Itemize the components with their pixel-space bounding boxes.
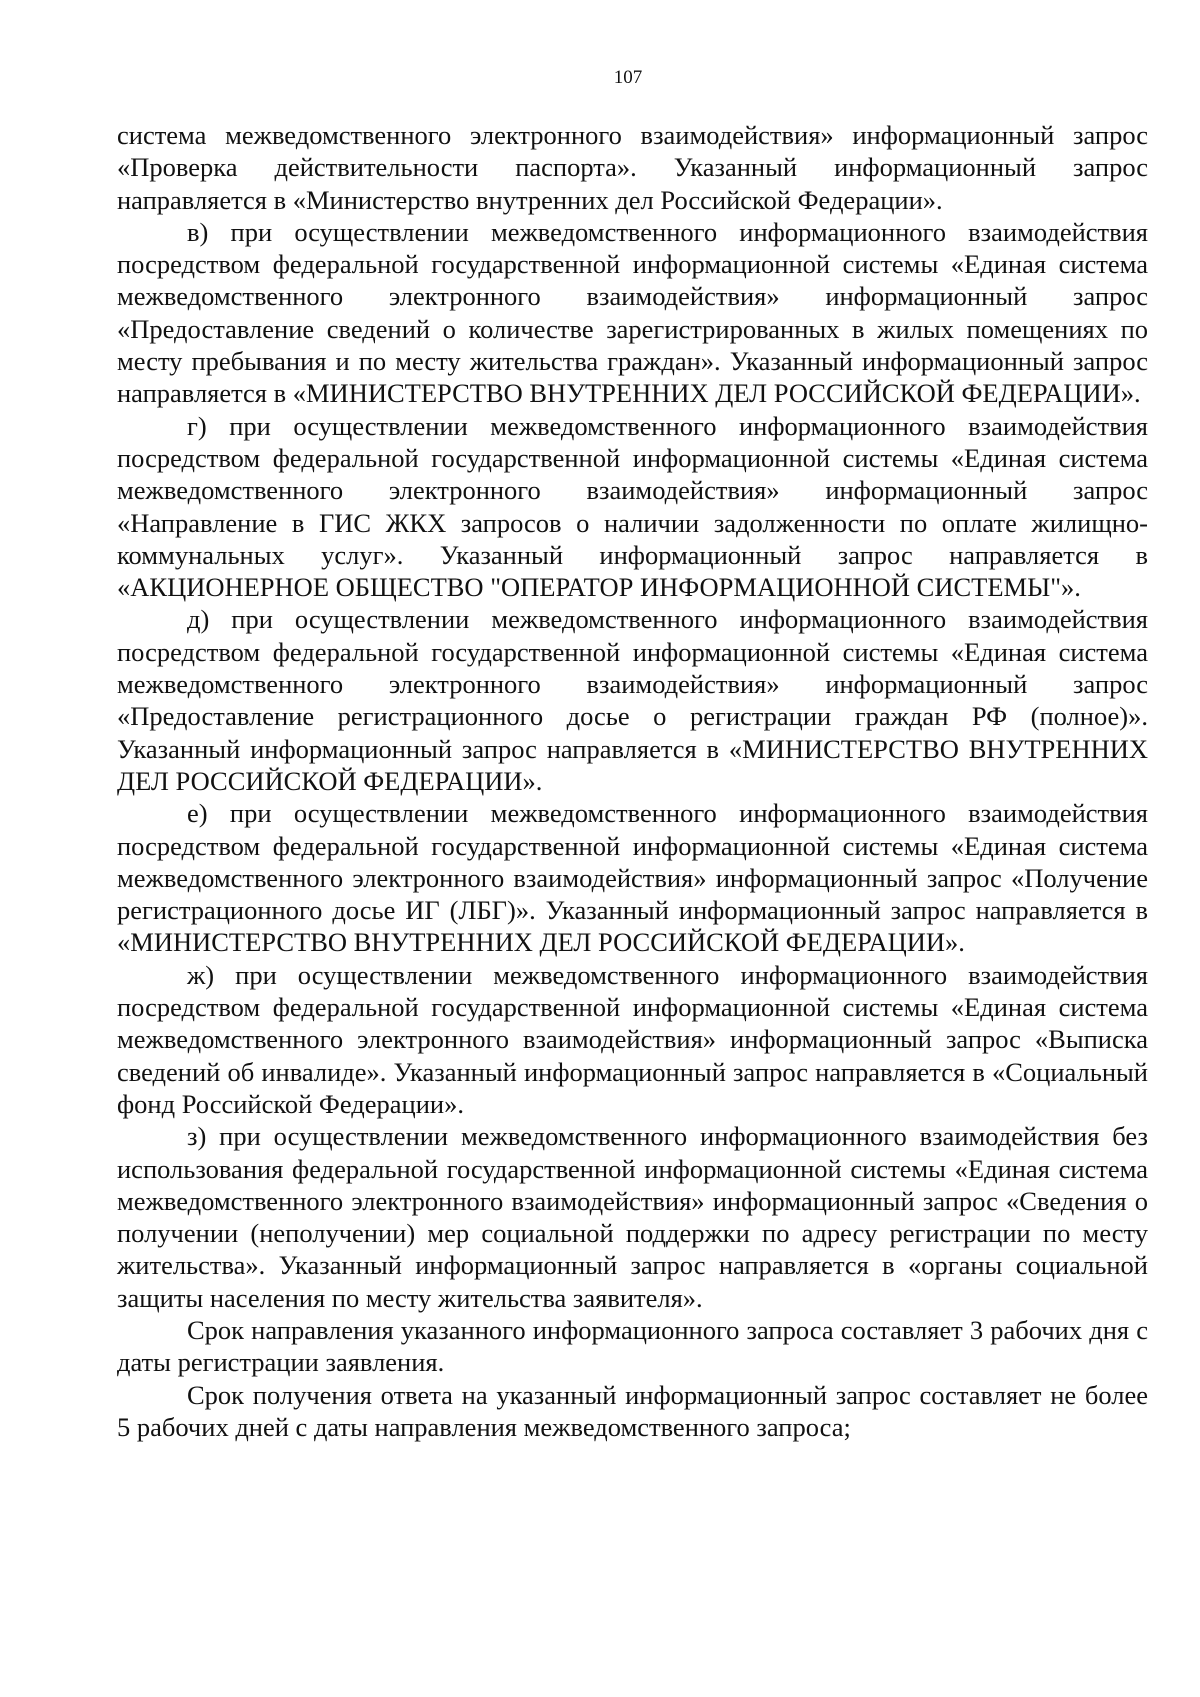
document-body: [117, 119, 1148, 1443]
paragraph-item-g: г) при осуществлении межведомственного информационного взаимодействия посредством федеральной государственной информационной системы «Единая система межведомственного электронного взаимодействия» информационный запрос «Направление в ГИС ЖКХ запросов о наличии задолженности по оплате жилищно-коммунальных услуг». Указанный информационный запрос направляется в «АКЦИОНЕРНОЕ ОБЩЕСТВО "ОПЕРАТОР ИНФОРМАЦИОННОЙ СИСТЕМЫ"».: [117, 410, 1148, 603]
paragraph-item-e: е) при осуществлении межведомственного информационного взаимодействия посредством федеральной государственной информационной системы «Единая система межведомственного электронного взаимодействия» информационный запрос «Получение регистрационного досье ИГ (ЛБГ)». Указанный информационный запрос направляется в «МИНИСТЕРСТВО ВНУТРЕННИХ ДЕЛ РОССИЙСКОЙ ФЕДЕРАЦИИ».: [117, 798, 1148, 958]
paragraph-continuation: система межведомственного электронного взаимодействия» информационный запрос «Проверка действительности паспорта». Указанный информационный запрос направляется в «Министерство внутренних дел Российской Федерации».: [117, 120, 1148, 215]
page-number: 107: [613, 67, 643, 88]
paragraph-item-zh: ж) при осуществлении межведомственного информационного взаимодействия посредством федеральной государственной информационной системы «Единая система межведомственного электронного взаимодействия» информационный запрос «Выписка сведений об инвалиде». Указанный информационный запрос направляется в «Социальный фонд Российской Федерации».: [117, 959, 1148, 1119]
paragraph-response-deadline: Срок получения ответа на указанный информационный запрос составляет не более 5 рабочих дней с даты направления межведомственного запроса;: [117, 1379, 1148, 1442]
paragraph-item-v: в) при осуществлении межведомственного информационного взаимодействия посредством федеральной государственной информационной системы «Единая система межведомственного электронного взаимодействия» информационный запрос «Предоставление сведений о количестве зарегистрированных в жилых помещениях по месту пребывания и по месту жительства граждан». Указанный информационный запрос направляется в «МИНИСТЕРСТВО ВНУТРЕННИХ ДЕЛ РОССИЙСКОЙ ФЕДЕРАЦИИ».: [117, 216, 1148, 409]
paragraph-item-d: д) при осуществлении межведомственного информационного взаимодействия посредством федеральной государственной информационной системы «Единая система межведомственного электронного взаимодействия» информационный запрос «Предоставление регистрационного досье о регистрации граждан РФ (полное)». Указанный информационный запрос направляется в «МИНИСТЕРСТВО ВНУТРЕННИХ ДЕЛ РОССИЙСКОЙ ФЕДЕРАЦИИ».: [117, 604, 1148, 796]
paragraph-request-deadline: Срок направления указанного информационного запроса составляет 3 рабочих дня с даты регистрации заявления.: [117, 1314, 1148, 1378]
paragraph-item-z: з) при осуществлении межведомственного информационного взаимодействия без использования федеральной государственной информационной системы «Единая система межведомственного электронного взаимодействия» информационный запрос «Сведения о получении (неполучении) мер социальной поддержки по адресу регистрации по месту жительства». Указанный информационный запрос направляется в «органы социальной защиты населения по месту жительства заявителя».: [117, 1121, 1148, 1313]
